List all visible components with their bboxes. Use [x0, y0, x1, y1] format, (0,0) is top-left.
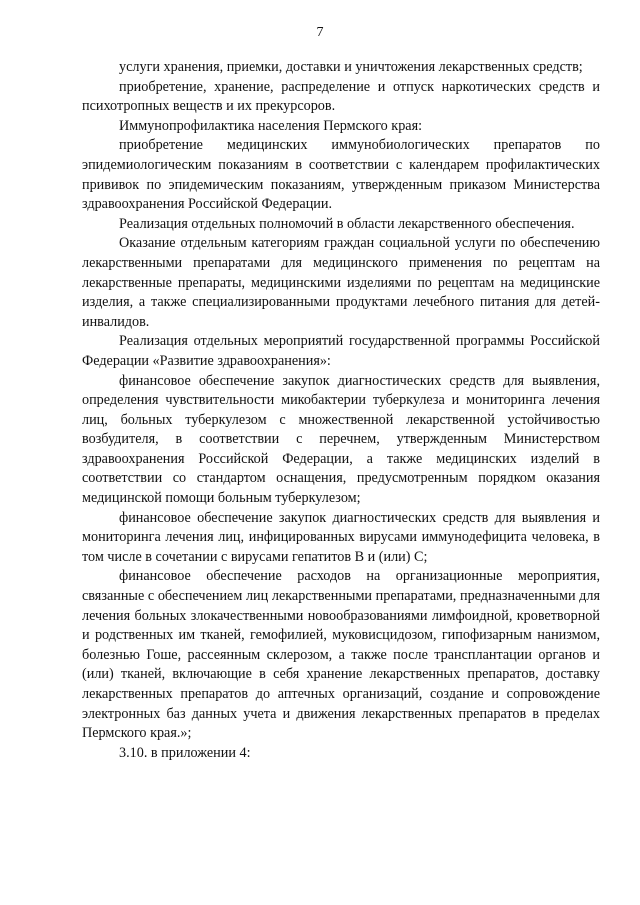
paragraph-immunoprophylaxis-heading: Иммунопрофилактика населения Пермского края:: [119, 117, 423, 134]
paragraph-tuberculosis-diagnostics: финансовое обеспечение закупок диагностических средств для выявления, определения чувствительности микобактерии туберкулеза и мониторинга лечения лиц, больных туберкулезом с множественной лекарственной устойчивостью возбудителя, в соответствии с перечнем, утвержденным Министерством здравоохранения Российской Федерации, а также медицинских изделий в соответствии со стандартом оснащения, предусмотренным порядком оказания медицинской помощи больным туберкулезом;: [82, 372, 600, 507]
paragraph-state-program: Реализация отдельных мероприятий государственной программы Российской Федерации «Развитие здравоохранения»:: [82, 333, 600, 369]
page-number: 7: [316, 25, 324, 40]
document-body: [82, 58, 600, 763]
paragraph-drug-provision-powers: Реализация отдельных полномочий в области лекарственного обеспечения.: [119, 215, 575, 232]
paragraph-immunobiological-preparations: приобретение медицинских иммунобиологических препаратов по эпидемиологическим показаниям в соответствии с календарем профилактических прививок по эпидемическим показаниям, утвержденным приказом Министерства здравоохранения Российской Федерации.: [82, 137, 600, 213]
paragraph-narcotics: приобретение, хранение, распределение и отпуск наркотических средств и психотропных веществ и их прекурсоров.: [82, 78, 600, 115]
paragraph-storage-services: услуги хранения, приемки, доставки и уничтожения лекарственных средств;: [119, 59, 583, 75]
paragraph-organizational-expenses: финансовое обеспечение расходов на организационные мероприятия, связанные с обеспечением лиц лекарственными препаратами, предназначенными для лечения больных злокачественными новообразованиями лимфоидной, кроветворной и родственных им тканей, гемофилией, муковисцидозом, гипофизарным нанизмом, болезнью Гоше, рассеянным склерозом, а также после трансплантации органов и (или) тканей, включающие в себя хранение лекарственных препаратов, доставку лекарственных препаратов до аптечных организаций, создание и сопровождение электронных баз данных учета и движения лекарственных препаратов в пределах Пермского края.»;: [82, 568, 600, 742]
paragraph-social-service: Оказание отдельным категориям граждан социальной услуги по обеспечению лекарственными препаратами для медицинского применения по рецептам на лекарственные препараты, медицинскими изделиями по рецептам на медицинские изделия, а также специализированными продуктами лечебного питания для детей-инвалидов.: [82, 235, 600, 330]
paragraph-hiv-diagnostics: финансовое обеспечение закупок диагностических средств для выявления и мониторинга лечения лиц, инфицированных вирусами иммунодефицита человека, в том числе в сочетании с вирусами гепатитов В и (или) С;: [82, 509, 600, 565]
paragraph-appendix-4: 3.10. в приложении 4:: [119, 744, 251, 761]
